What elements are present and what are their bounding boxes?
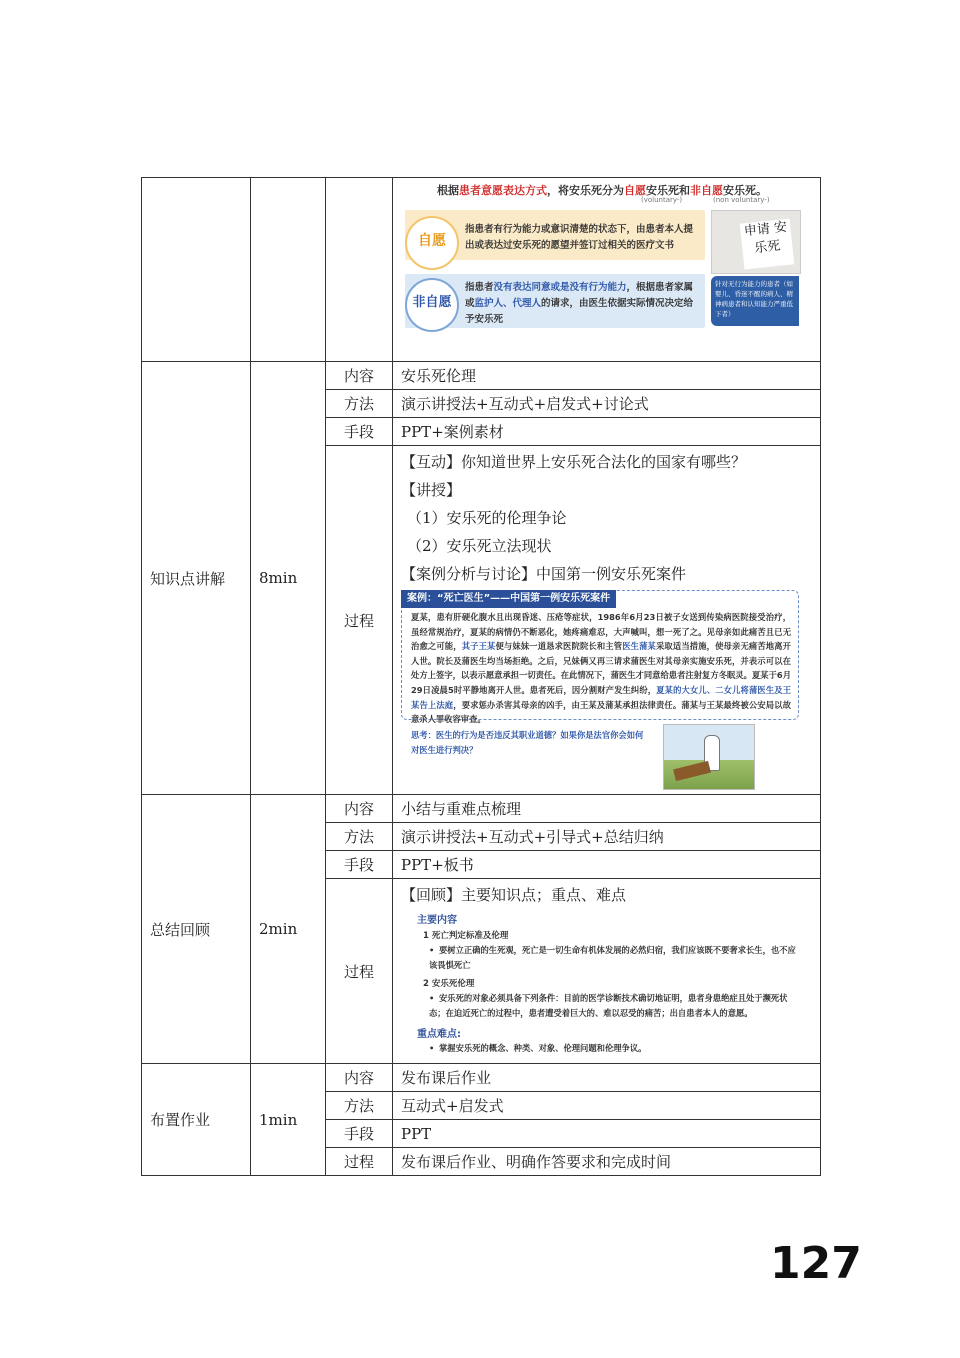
- voluntary-text: 指患者有行为能力或意识清楚的状态下，由患者本人提出或表达过安乐死的愿望并签订过相关的医疗文书: [465, 224, 694, 251]
- section-name: 总结回顾: [142, 795, 251, 1064]
- method-value: 演示讲授法+互动式+引导式+总结归纳: [393, 823, 821, 851]
- summary-slide: [413, 911, 803, 1059]
- process-line: （1）安乐死的伦理争论: [407, 509, 567, 527]
- method-value: 演示讲授法+互动式+启发式+讨论式: [393, 390, 821, 418]
- content-value: 小结与重难点梳理: [393, 795, 821, 823]
- row-label: 方法: [326, 390, 393, 418]
- empty-cell: [251, 178, 326, 362]
- process-cell: [393, 446, 821, 795]
- slide-cell: [393, 178, 821, 362]
- process-value: 发布课后作业、明确作答要求和完成时间: [393, 1148, 821, 1176]
- section-name: 知识点讲解: [142, 362, 251, 795]
- voluntary-en: (voluntary-): [641, 196, 683, 204]
- page-number: 127: [770, 1238, 862, 1289]
- nonvoluntary-en: (non voluntary-): [713, 196, 770, 204]
- section-time: 8min: [251, 362, 326, 795]
- coffin-figure: [673, 761, 711, 781]
- process-line: 【回顾】主要知识点；重点、难点: [401, 886, 627, 904]
- means-value: PPT+案例素材: [393, 418, 821, 446]
- content-value: 安乐死伦理: [393, 362, 821, 390]
- sign-text: 申请 安乐死: [740, 219, 795, 270]
- process-cell: [393, 879, 821, 1064]
- row-label: 内容: [326, 362, 393, 390]
- slide-subheading: 2 安乐死伦理: [423, 979, 475, 989]
- method-value: 互动式+启发式: [393, 1092, 821, 1120]
- nonvoluntary-note: 针对无行为能力的患者（如婴儿、昏迷不醒的病人、精神病患者和认知能力严重低下者）: [711, 276, 799, 326]
- slide-bullet: • 掌握安乐死的概念、种类、对象、伦理问题和伦理争议。: [429, 1043, 647, 1053]
- case-slide: [401, 590, 801, 790]
- row-label: 手段: [326, 851, 393, 879]
- case-illustration: [663, 724, 755, 790]
- process-line: 【案例分析与讨论】中国第一例安乐死案件: [401, 565, 687, 583]
- think-question: 思考：医生的行为是否违反其职业道德？如果你是法官你会如何对医生进行判决？: [411, 730, 644, 755]
- row-label: 过程: [326, 446, 393, 795]
- slide-heading: 主要内容: [417, 915, 457, 926]
- case-tag: 案例：“死亡医生”——中国第一例安乐死案件: [401, 590, 616, 608]
- row-label: 过程: [326, 1148, 393, 1176]
- euthanasia-classification-slide: [397, 180, 829, 358]
- section-name: 布置作业: [142, 1064, 251, 1176]
- means-value: PPT+板书: [393, 851, 821, 879]
- slide-heading: 重点难点:: [417, 1029, 461, 1040]
- slide-bullet: • 要树立正确的生死观，死亡是一切生命有机体发展的必然归宿，我们应该既不要奢求长生，也不应该畏惧死亡: [429, 945, 796, 970]
- voluntary-label: 自愿: [405, 216, 459, 270]
- process-line: （2）安乐死立法现状: [407, 537, 552, 555]
- process-line: 【讲授】: [401, 481, 462, 499]
- nonvoluntary-label: 非自愿: [405, 278, 459, 332]
- patient-photo: [711, 210, 801, 274]
- row-label: 过程: [326, 879, 393, 1064]
- case-text: 夏某，患有肝硬化腹水且出现昏迷、压疮等症状，1986年6月23日被子女送到传染病医院接受治疗，虽经常规治疗，夏某的病情仍不断恶化，她疼痛难忍，大声喊叫，想一死了之。见母亲如此痛苦且已无治愈之可能，其子王某便与妹妹一道恳求医院院长和主管医生蒲某采取适当措施，使母亲无痛苦地离开人世。院长及蒲医生均当场拒绝。之后，兄妹俩又再三请求蒲医生对其母亲实施安乐死，并表示可以在处方上签字，以表示愿意承担一切责任。在此情况下，蒲医生才同意给患者注射复方冬眠灵。夏某于6月29日凌晨5时平静地离开人世。患者死后，因分割财产发生纠纷，夏某的大女儿、二女儿将蒲医生及王某告上法庭，要求惩办杀害其母亲的凶手，由王某及蒲某承担法律责任。蒲某与王某最终被公安局以故意杀人罪收容审查。: [411, 612, 791, 725]
- empty-cell: [326, 178, 393, 362]
- row-label: 方法: [326, 823, 393, 851]
- means-value: PPT: [393, 1120, 821, 1148]
- empty-cell: [142, 178, 251, 362]
- slide-title: 根据患者意愿表达方式，将安乐死分为自愿安乐死和非自愿安乐死。: [437, 184, 767, 197]
- row-label: 内容: [326, 795, 393, 823]
- slide-bullet: • 安乐死的对象必须具备下列条件：目前的医学诊断技术确切地证明，患者身患绝症且处于濒死状态；在迫近死亡的过程中，患者遭受着巨大的、难以忍受的痛苦；出自患者本人的意愿。: [429, 993, 788, 1018]
- section-time: 1min: [251, 1064, 326, 1176]
- row-label: 手段: [326, 418, 393, 446]
- slide-subheading: 1 死亡判定标准及伦理: [423, 931, 509, 941]
- row-label: 手段: [326, 1120, 393, 1148]
- lesson-plan-table: [141, 177, 821, 1176]
- process-line: 【互动】你知道世界上安乐死合法化的国家有哪些？: [401, 453, 747, 471]
- nonvoluntary-text: 指患者没有表达同意或是没有行为能力，根据患者家属或监护人、代理人的请求，由医生依据实际情况决定给予安乐死: [465, 282, 694, 325]
- content-value: 发布课后作业: [393, 1064, 821, 1092]
- section-time: 2min: [251, 795, 326, 1064]
- row-label: 方法: [326, 1092, 393, 1120]
- row-label: 内容: [326, 1064, 393, 1092]
